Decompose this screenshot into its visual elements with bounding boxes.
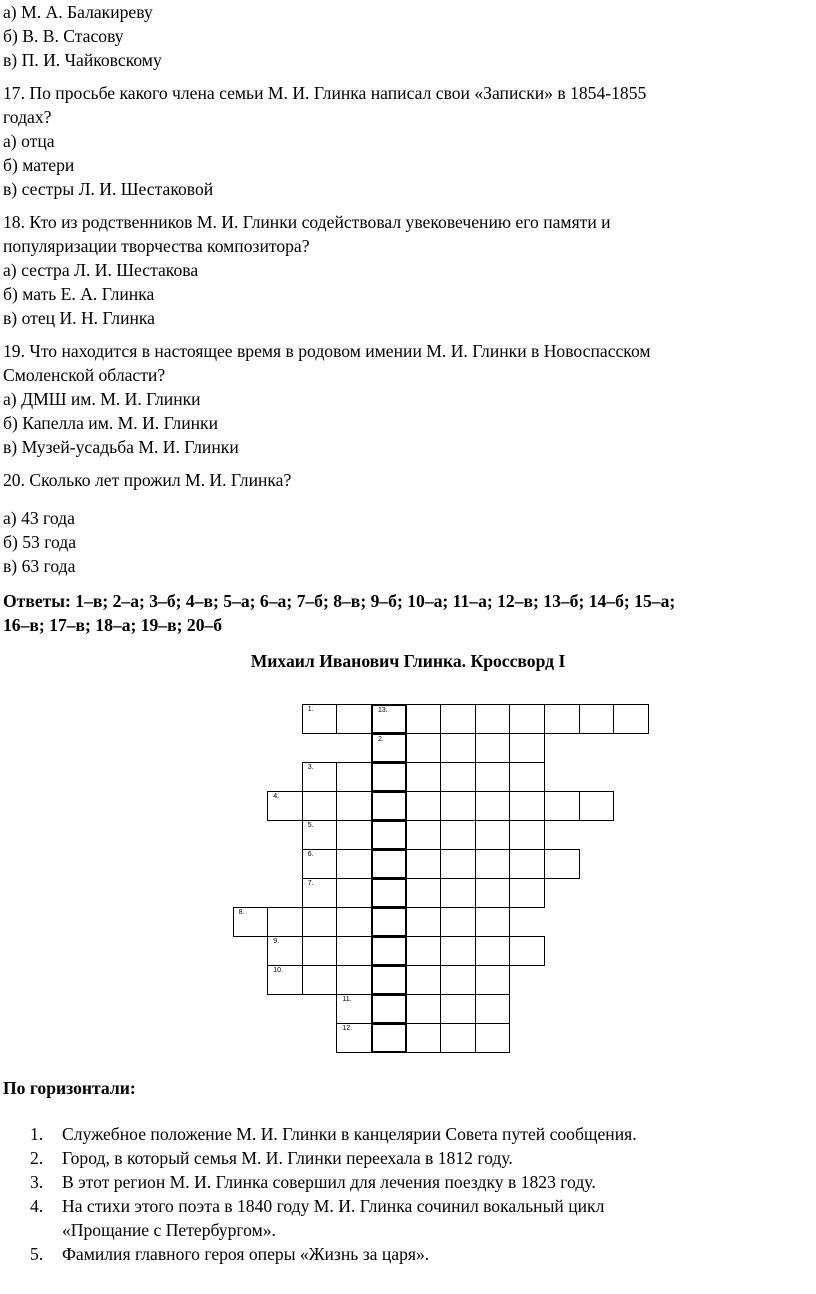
crossword-cell	[475, 994, 511, 1024]
crossword-key-cell	[371, 791, 407, 821]
crossword-cell	[302, 907, 338, 937]
crossword-cell	[509, 704, 545, 734]
clue-text: Служебное положение М. И. Глинки в канцелярии Совета путей сообщения.	[62, 1124, 637, 1144]
option-line: а) 43 года	[3, 508, 75, 528]
crossword-cell	[302, 704, 338, 734]
option-line: б) Капелла им. М. И. Глинки	[3, 413, 218, 433]
question-text: 17. По просьбе какого члена семьи М. И. Глинка написал свои «Записки» в 1854-1855	[3, 83, 647, 103]
crossword-clue-number: 4.	[273, 793, 280, 800]
crossword-cell	[406, 820, 442, 850]
answer-key-line: Ответы: 1–в; 2–а; 3–б; 4–в; 5–а; 6–а; 7–б; 8–в; 9–б; 10–а; 11–а; 12–в; 13–б; 14–б; 15–а;	[3, 591, 676, 611]
crossword-cell	[406, 704, 442, 734]
crossword-cell	[475, 791, 511, 821]
clue-number: 1.	[30, 1124, 44, 1144]
crossword-key-cell	[371, 936, 407, 966]
crossword-title: Михаил Иванович Глинка. Кроссворд I	[250, 651, 566, 671]
crossword-cell	[475, 704, 511, 734]
clue-item	[0, 1170, 762, 1194]
crossword-key-cell	[371, 965, 407, 995]
option-line: б) матери	[3, 155, 75, 175]
across-heading: По горизонтали:	[3, 1078, 136, 1098]
crossword-cell	[302, 820, 338, 850]
question-17	[3, 81, 813, 201]
crossword-cell	[475, 733, 511, 763]
crossword-cell	[336, 878, 372, 908]
crossword-cell	[406, 965, 442, 995]
option-line: а) отца	[3, 131, 55, 151]
crossword-clue-number: 10.	[273, 967, 283, 974]
crossword-cell	[475, 907, 511, 937]
crossword-cell	[440, 791, 476, 821]
crossword-clue-number: 2.	[378, 736, 384, 743]
crossword-cell	[406, 907, 442, 937]
crossword-clue-number: 5.	[307, 822, 314, 829]
clue-text: «Прощание с Петербургом».	[62, 1220, 276, 1240]
crossword-cell	[440, 1023, 476, 1053]
question-text: годах?	[3, 107, 52, 127]
option-line: а) сестра Л. И. Шестакова	[3, 260, 199, 280]
crossword-cell	[302, 791, 338, 821]
crossword-cell	[509, 820, 545, 850]
crossword-cell	[440, 820, 476, 850]
crossword-cell	[475, 936, 511, 966]
crossword-cell	[406, 1023, 442, 1053]
crossword-cell	[544, 791, 580, 821]
crossword-clue-number: 9.	[273, 938, 280, 945]
crossword-cell	[406, 878, 442, 908]
clue-text: Город, в который семья М. И. Глинки переехала в 1812 году.	[62, 1148, 513, 1168]
crossword-cell	[267, 907, 303, 937]
crossword-cell	[302, 878, 338, 908]
crossword-cell	[475, 878, 511, 908]
crossword-cell	[475, 762, 511, 792]
crossword-key-cell	[371, 907, 407, 937]
crossword-cell	[336, 791, 372, 821]
clue-text: В этот регион М. И. Глинка совершил для лечения поездку в 1823 году.	[62, 1172, 596, 1192]
option-line: в) Музей-усадьба М. И. Глинки	[3, 437, 239, 457]
crossword-cell	[336, 907, 372, 937]
question-18	[3, 210, 813, 330]
crossword-key-cell	[371, 1023, 407, 1053]
clue-number: 2.	[30, 1148, 44, 1168]
question-text: популяризации творчества композитора?	[3, 236, 310, 256]
crossword-cell	[509, 849, 545, 879]
crossword-clue-number: 8.	[238, 909, 245, 916]
crossword-cell	[440, 965, 476, 995]
crossword-cell	[233, 907, 269, 937]
crossword-cell	[267, 965, 303, 995]
crossword-cell	[336, 1023, 372, 1053]
crossword-cell	[613, 704, 649, 734]
crossword-grid	[0, 704, 816, 1056]
crossword-clue-number: 7.	[307, 880, 314, 887]
crossword-cell	[440, 762, 476, 792]
question-text: Смоленской области?	[3, 365, 166, 385]
crossword-cell	[336, 704, 372, 734]
option-line: а) ДМШ им. М. И. Глинки	[3, 389, 201, 409]
clue-item	[0, 1146, 762, 1170]
crossword-key-cell	[371, 704, 407, 734]
crossword-cell	[475, 820, 511, 850]
crossword-cell	[475, 1023, 511, 1053]
crossword-cell	[440, 936, 476, 966]
crossword-cell	[267, 936, 303, 966]
crossword-cell	[336, 849, 372, 879]
option-line: в) сестры Л. И. Шестаковой	[3, 179, 214, 199]
clue-item	[0, 1122, 762, 1146]
crossword-key-cell	[371, 762, 407, 792]
question-20	[3, 468, 813, 578]
crossword-cell	[336, 762, 372, 792]
crossword-cell	[336, 965, 372, 995]
crossword-key-cell	[371, 994, 407, 1024]
option-line: в) отец И. Н. Глинка	[3, 308, 155, 328]
crossword-cell	[440, 733, 476, 763]
crossword-cell	[509, 791, 545, 821]
clue-text: На стихи этого поэта в 1840 году М. И. Глинка сочинил вокальный цикл	[62, 1196, 605, 1216]
crossword-key-cell	[371, 733, 407, 763]
question-text: 19. Что находится в настоящее время в родовом имении М. И. Глинки в Новоспасском	[3, 341, 651, 361]
clue-number: 3.	[30, 1172, 44, 1192]
crossword-cell	[406, 849, 442, 879]
clue-number: 4.	[30, 1196, 44, 1216]
crossword-cell	[440, 907, 476, 937]
crossword-cell	[509, 878, 545, 908]
clue-text: Фамилия главного героя оперы «Жизнь за царя».	[62, 1244, 430, 1264]
crossword-cell	[302, 849, 338, 879]
crossword-cell	[336, 820, 372, 850]
crossword-cell	[302, 965, 338, 995]
crossword-cell	[406, 791, 442, 821]
crossword-cell	[579, 704, 615, 734]
option-line: в) П. И. Чайковскому	[3, 50, 162, 70]
crossword-cell	[406, 762, 442, 792]
crossword-cell	[509, 762, 545, 792]
question-19	[3, 339, 813, 459]
crossword-cell	[406, 994, 442, 1024]
crossword-cell	[336, 936, 372, 966]
crossword-cell	[544, 849, 580, 879]
answer-key-line: 16–в; 17–в; 18–а; 19–в; 20–б	[3, 615, 223, 635]
clue-item	[0, 1242, 762, 1266]
crossword-cell	[406, 733, 442, 763]
crossword-cell	[406, 936, 442, 966]
answer-key	[3, 589, 813, 637]
crossword-clue-number: 3.	[307, 764, 314, 771]
crossword-cell	[544, 704, 580, 734]
crossword-key-cell	[371, 849, 407, 879]
crossword-cell	[302, 936, 338, 966]
option-line: б) мать Е. А. Глинка	[3, 284, 155, 304]
question-text: 20. Сколько лет прожил М. И. Глинка?	[3, 470, 292, 490]
option-line: б) 53 года	[3, 532, 77, 552]
crossword-cell	[267, 791, 303, 821]
crossword-key-cell	[371, 820, 407, 850]
crossword-cell	[440, 849, 476, 879]
crossword-cell	[475, 965, 511, 995]
clue-item	[0, 1194, 762, 1242]
crossword-clue-number: 1.	[307, 706, 314, 713]
crossword-cell	[509, 733, 545, 763]
crossword-cell	[440, 704, 476, 734]
crossword-cell	[336, 994, 372, 1024]
crossword-cell	[440, 878, 476, 908]
option-line: б) В. В. Стасову	[3, 26, 124, 46]
crossword-cell	[475, 849, 511, 879]
crossword-clue-number: 13.	[378, 707, 388, 714]
crossword-clue-number: 11.	[342, 996, 352, 1003]
crossword-cell	[579, 791, 615, 821]
document-page	[3, 0, 813, 673]
crossword-cell	[302, 762, 338, 792]
clue-list	[0, 1122, 816, 1266]
clue-number: 5.	[30, 1244, 44, 1264]
crossword-clue-number: 12.	[342, 1025, 353, 1032]
crossword-key-cell	[371, 878, 407, 908]
option-line: а) М. А. Балакиреву	[3, 2, 153, 22]
question-text: 18. Кто из родственников М. И. Глинки содействовал увековечению его памяти и	[3, 212, 611, 232]
crossword-cell	[440, 994, 476, 1024]
crossword-cell	[509, 936, 545, 966]
option-line: в) 63 года	[3, 556, 76, 576]
crossword-clue-number: 6.	[307, 851, 314, 858]
